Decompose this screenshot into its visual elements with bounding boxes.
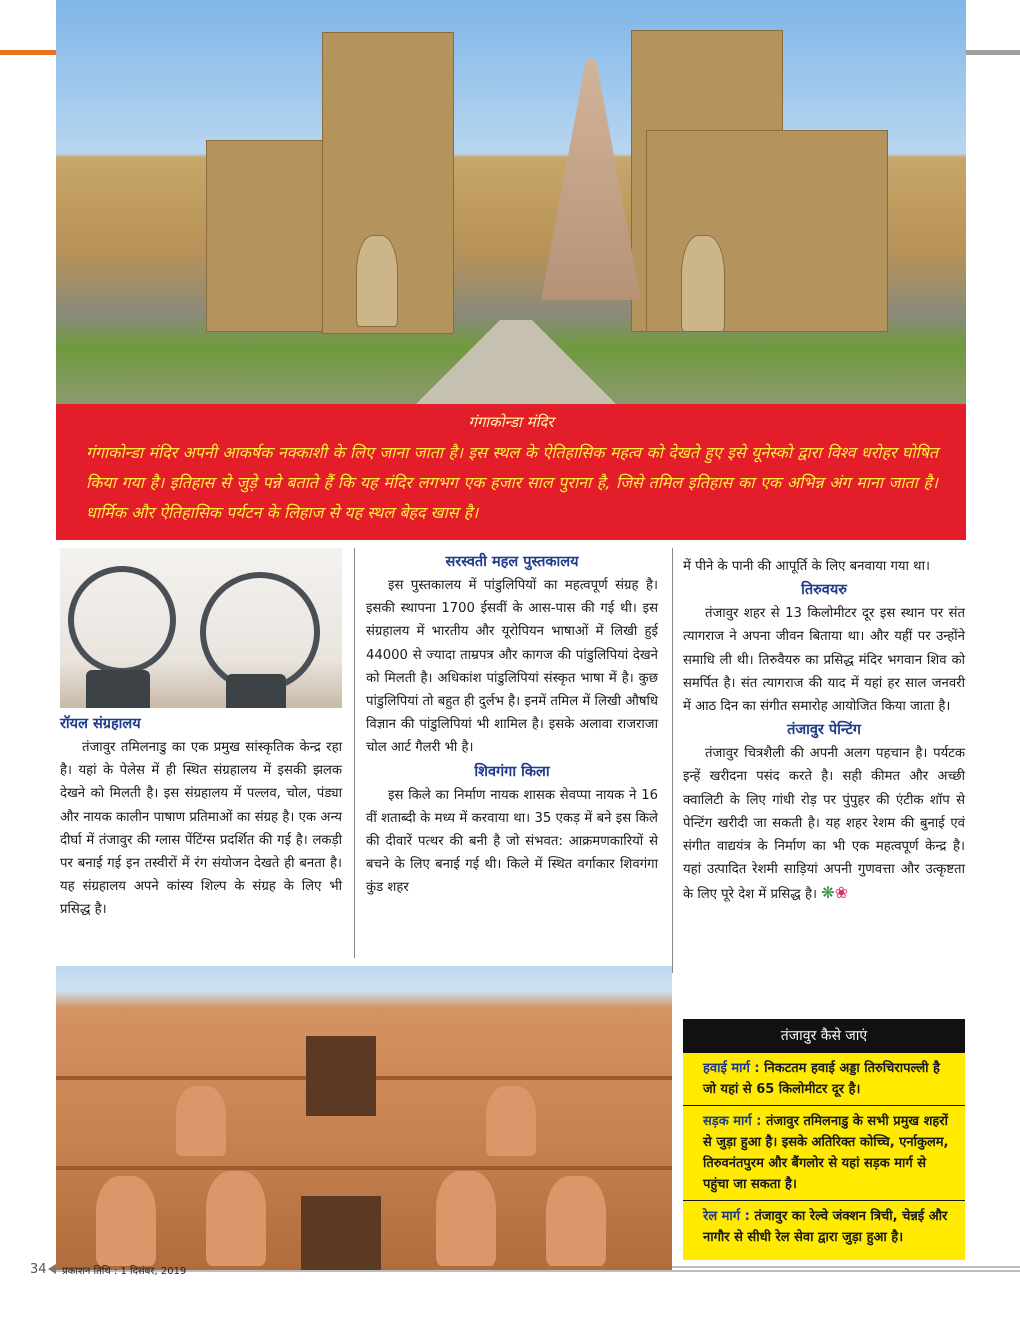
royal-museum-text: तंजावुर तमिलनाडु का एक प्रमुख सांस्कृतिक केन्द्र रहा है। यहां के पेलेस में ही स्थित संग्रहालय में इसकी झलक देखने को मिलती है। इस संग्रहालय में पल्लव, चोल, पंड्या और नायक कालीन पाषाण प्रतिमाओं का संग्रह है। एक अन्य दीर्घा में तंजावुर की ग्लास पेंटिंग्स प्रदर्शित की गई है। लकड़ी पर बनाई गई इन तस्वीरों में रंग संयोजन देखते ही बनता है। यह संग्रहालय अपने कांस्य शिल्प के संग्रह के लिए भी प्रसिद्ध है। — [60, 740, 342, 918]
royal-museum-heading: रॉयल संग्रहालय — [60, 716, 141, 732]
rail-route-label: रेल मार्ग : — [703, 1209, 750, 1224]
air-route-text: निकटतम हवाई अड्डा तिरुचिरापल्ली है जो यहां से 65 किलोमीटर दूर है। — [703, 1061, 940, 1097]
arrow-left-icon — [48, 1264, 56, 1274]
blossom-ornament-icon: ❀ — [834, 883, 849, 903]
how-to-reach-title: तंजावुर कैसे जाएं — [683, 1019, 965, 1053]
rail-route — [683, 1201, 965, 1253]
column-divider-1 — [354, 548, 355, 958]
how-to-reach-box — [683, 1019, 965, 1260]
shivganga-continued-text: में पीने के पानी की आपूर्ति के लिए बनवाया गया था। — [683, 559, 931, 574]
road-route — [683, 1106, 965, 1201]
column-2 — [366, 550, 658, 900]
thiruvaiyaru-heading: तिरुवयरु — [801, 582, 847, 599]
caption-text: गंगाकोन्डा मंदिर अपनी आकर्षक नक्काशी के लिए जाना जाता है। इस स्थल के ऐतिहासिक महत्व को देखते हुए इसे यूनेस्को द्वारा विश्व धरोहर घोषित किया गया है। इतिहास से जुड़े पन्ने बताते हैं कि यह मंदिर लगभग एक हजार साल पुराना है, जिसे तमिल इतिहास का एक अभिन्न अंग माना जाता है। धार्मिक और ऐतिहासिक पर्यटन के लिहाज से यह स्थल बेहद खास है। — [86, 443, 938, 522]
air-route-label: हवाई मार्ग : — [703, 1061, 760, 1076]
gopuram-carving-photo — [56, 966, 672, 1270]
tanjore-painting-text: तंजावुर चित्रशैली की अपनी अलग पहचान है। पर्यटक इन्हें खरीदना पसंद करते है। सही कीमत और अच्छी क्वालिटी के लिए गांधी रोड़ पर पुंपुहर की एंटीक शॉप से पेन्टिंग खरीदी जा सकती है। यह शहर रेशम की बुनाई एवं संगीत वाद्ययंत्र के निर्माण का भी एक महत्वपूर्ण केन्द्र है। यहां उत्पादित रेशमी साड़ियां अपनी गुणवत्ता और उत्कृष्टता के लिए पूरे देश में प्रसिद्ध है। ❋❀ — [683, 746, 965, 903]
footer-rule — [56, 1270, 1020, 1272]
column-1 — [60, 712, 342, 922]
footer-rule-right — [672, 1266, 1020, 1268]
page-number: 34 — [30, 1262, 47, 1277]
rail-route-text: तंजावुर का रेल्वे जंक्शन त्रिची, चेन्नई और नागौर से सीधी रेल सेवा द्वारा जुड़ा हुआ है। — [703, 1209, 948, 1245]
publish-date: प्रकाशन तिथि : 1 दिसंबर, 2019 — [62, 1266, 187, 1277]
caption-title: गंगाकोन्डा मंदिर — [468, 413, 554, 431]
column-divider-2 — [672, 548, 673, 973]
shivganga-fort-heading: शिवगंगा किला — [474, 763, 550, 780]
accent-bar-left — [0, 50, 56, 55]
photo-caption — [56, 404, 966, 540]
saraswati-library-text: इस पुस्तकालय में पांडुलिपियों का महत्वपूर्ण संग्रह है। इसकी स्थापना 1700 ईसवीं के आस-पास की गई थी। इस संग्रहालय में भारतीय और यूरोपियन भाषाओं में लिखी हुई 44000 से ज्यादा ताम्रपत्र और कागज की पांडुलिपियां देखने को मिलती है। अधिकांश पांडुलिपियां संस्कृत भाषा में है। कुछ पांडुलिपियां तो बहुत ही दुर्लभ है। इनमें तमिल में लिखी औषधि विज्ञान की पांडुलिपियां भी शामिल है। इसके अलावा राजराजा चोल आर्ट गैलरी भी है। — [366, 578, 658, 756]
tanjore-painting-heading: तंजावुर पेन्टिंग — [787, 722, 861, 739]
road-route-label: सड़क मार्ग : — [703, 1114, 762, 1129]
shivganga-fort-text: इस किले का निर्माण नायक शासक सेवप्पा नायक ने 16 वीं शताब्दी के मध्य में करवाया था। 35 एकड़ में बने इस किले की दीवारें पत्थर की बनी है जो संभवत: आक्रमणकारियों से बचने के लिए बनाई गई थी। किले में स्थित वर्गाकार शिवगंगा कुंड शहर — [366, 787, 658, 896]
accent-bar-right — [966, 50, 1020, 55]
road-route-text: तंजावुर तमिलनाडु के सभी प्रमुख शहरों से जुड़ा हुआ है। इसके अतिरिक्त कोच्चि, एर्नाकुलम, तिरुवनंतपुरम और बैंगलोर से यहां सड़क मार्ग से पहुंचा जा सकता है। — [703, 1114, 949, 1192]
saraswati-library-heading: सरस्वती महल पुस्तकालय — [445, 554, 579, 570]
column-3 — [683, 555, 965, 907]
flower-ornament-icon: ❋ — [821, 883, 835, 903]
thiruvaiyaru-text: तंजावुर शहर से 13 किलोमीटर दूर इस स्थान पर संत त्यागराज ने अपना जीवन बिताया था। और यहीं पर उन्होंने समाधि ली थी। तिरुवैयरु का प्रसिद्ध मंदिर भगवान शिव को समर्पित है। संत त्यागराज की याद में यहां हर साल जनवरी में आठ दिन का संगीत समारोह आयोजित किया जाता है। — [683, 606, 965, 715]
temple-gate-photo — [56, 0, 966, 404]
air-route — [683, 1053, 965, 1106]
nataraja-bronze-photo — [60, 548, 342, 708]
